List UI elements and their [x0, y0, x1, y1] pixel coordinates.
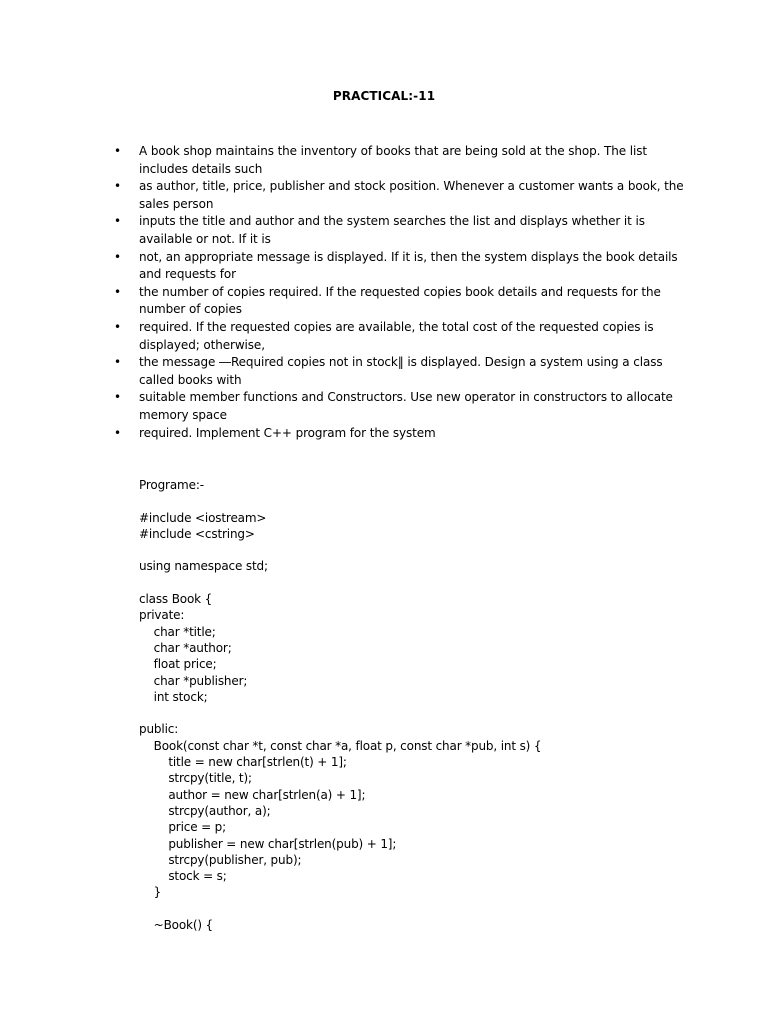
bullet-item	[114, 143, 684, 178]
bullet-text: suitable member functions and Constructors. Use new operator in constructors to allocate memory space	[139, 390, 673, 422]
bullet-text: required. Implement C++ program for the system	[139, 425, 436, 440]
bullet-text: required. If the requested copies are available, the total cost of the requested copies is displayed; otherwise,	[139, 319, 654, 352]
bullet-dot-icon: •	[114, 144, 121, 158]
code-line: char *title;	[139, 624, 216, 639]
code-line: stock = s;	[139, 869, 227, 884]
code-line: Book(const char *t, const char *a, float p, const char *pub, int s) {	[139, 738, 542, 753]
bullet-dot-icon: •	[114, 425, 121, 440]
code-line: ~Book() {	[139, 918, 214, 933]
code-line: public:	[139, 722, 179, 737]
code-line: char *author;	[139, 640, 232, 655]
bullet-text: not, an appropriate message is displayed. If it is, then the system displays the book details and requests for	[139, 249, 678, 282]
code-line: char *publisher;	[139, 673, 248, 688]
code-line: author = new char[strlen(a) + 1];	[139, 787, 366, 802]
problem-statement-list	[114, 143, 684, 442]
bullet-item	[114, 284, 684, 319]
code-line: publisher = new char[strlen(pub) + 1];	[139, 836, 397, 851]
code-line: private:	[139, 608, 185, 623]
code-line: strcpy(author, a);	[139, 803, 271, 818]
bullet-text: the number of copies required. If the requested copies book details and requests for the number of copies	[139, 284, 661, 317]
bullet-dot-icon: •	[114, 214, 121, 229]
code-line: title = new char[strlen(t) + 1];	[139, 755, 347, 770]
code-line: #include <iostream>	[139, 510, 267, 525]
code-line: #include <cstring>	[139, 526, 255, 541]
bullet-dot-icon: •	[114, 390, 121, 405]
page-title: PRACTICAL:-11	[332, 89, 436, 103]
program-code-block	[139, 477, 699, 933]
bullet-dot-icon: •	[114, 284, 121, 299]
code-line: }	[139, 885, 162, 900]
bullet-dot-icon: •	[114, 249, 121, 264]
bullet-item	[114, 178, 684, 213]
bullet-text: as author, title, price, publisher and stock position. Whenever a customer wants a book, the sales person	[139, 179, 684, 211]
code-line	[139, 901, 699, 917]
code-line: price = p;	[139, 820, 227, 835]
code-line: strcpy(publisher, pub);	[139, 852, 302, 867]
code-line: int stock;	[139, 689, 208, 704]
bullet-item	[114, 213, 684, 248]
code-line	[139, 705, 699, 721]
bullet-text: A book shop maintains the inventory of books that are being sold at the shop. The list includes details such	[139, 144, 648, 176]
code-line: strcpy(title, t);	[139, 771, 252, 786]
code-line: Programe:-	[139, 478, 204, 492]
code-line: class Book {	[139, 592, 213, 607]
bullet-item	[114, 425, 684, 443]
code-line	[139, 493, 699, 509]
bullet-item	[114, 389, 684, 424]
code-line	[139, 542, 699, 558]
bullet-item	[114, 249, 684, 284]
bullet-dot-icon: •	[114, 179, 121, 194]
code-line: using namespace std;	[139, 559, 268, 574]
bullet-text: inputs the title and author and the system searches the list and displays whether it is available or not. If it is	[139, 214, 645, 246]
code-line: float price;	[139, 657, 217, 672]
bullet-item	[114, 319, 684, 354]
code-line	[139, 575, 699, 591]
bullet-text: the message ―Required copies not in stock‖ is displayed. Design a system using a class called books with	[139, 355, 663, 387]
bullet-item	[114, 354, 684, 389]
bullet-dot-icon: •	[114, 319, 121, 334]
bullet-dot-icon: •	[114, 355, 121, 370]
